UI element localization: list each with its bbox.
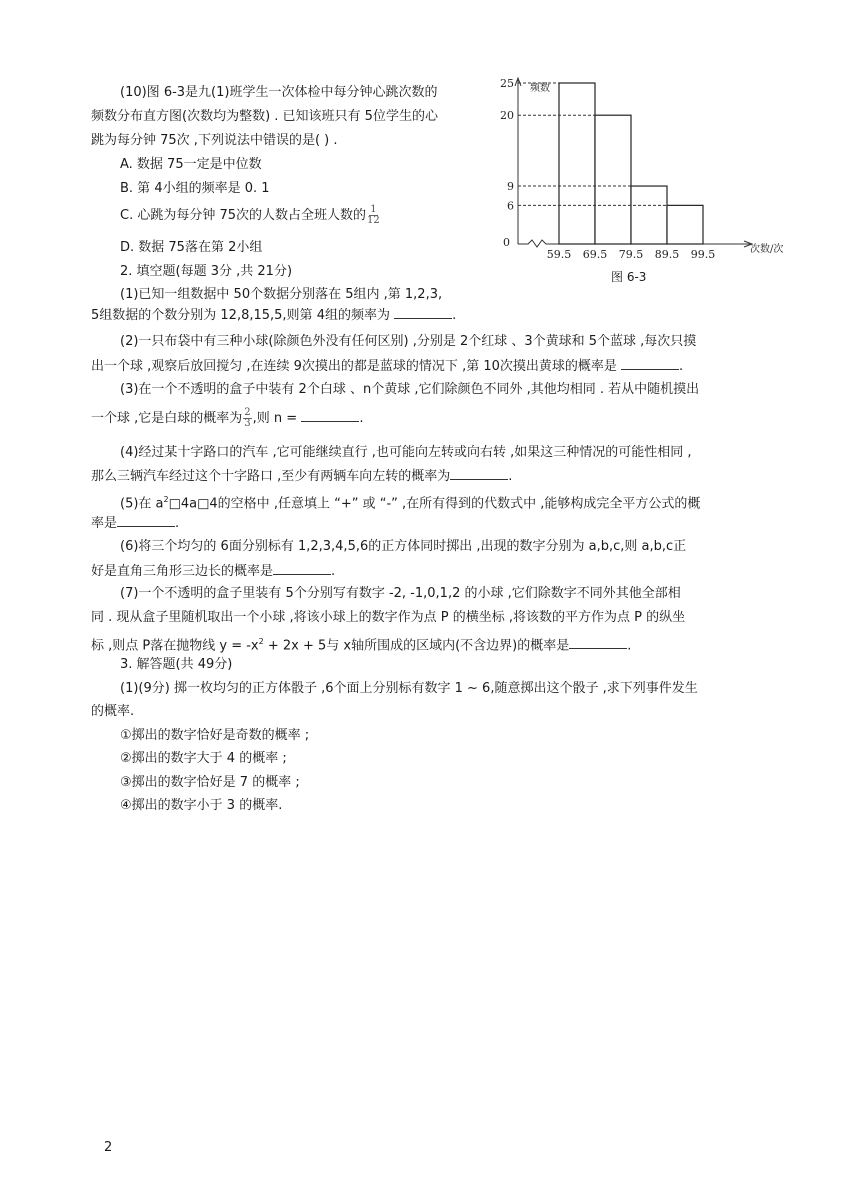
fill-q4-text: 那么三辆汽车经过这个十字路口 ,至少有两辆车向左转的概率为 bbox=[91, 469, 451, 484]
q10-option-c-text: C. 心跳为每分钟 75次的人数占全班人数的 bbox=[120, 208, 367, 223]
fill-q1-line-2 bbox=[91, 306, 456, 325]
fill-q1-line-1: (1)已知一组数据中 50个数据分别落在 5组内 ,第 1,2,3, bbox=[120, 287, 443, 302]
period: . bbox=[359, 411, 364, 426]
period: . bbox=[331, 564, 336, 579]
fill-q4-line-2 bbox=[91, 467, 512, 486]
fraction-numerator: 2 bbox=[244, 407, 251, 418]
x-tick-label: 69.5 bbox=[582, 248, 608, 261]
solve-q1-item-4: ④掷出的数字小于 3 的概率. bbox=[120, 798, 283, 813]
fill-q5-text-a: (5)在 a bbox=[120, 496, 164, 512]
answer-blank bbox=[301, 409, 359, 422]
fill-q5-text-b: □4a□4的空格中 ,任意填上 “+” 或 “-” ,在所有得到的代数式中 ,能够构成完全平方公式的概 bbox=[168, 496, 701, 512]
solve-q1-item-2: ②掷出的数字大于 4 的概率 ; bbox=[120, 751, 287, 766]
x-axis-label: 次数/次 bbox=[750, 244, 784, 255]
y-tick-label: 0 bbox=[503, 236, 510, 249]
histogram-bar bbox=[667, 205, 703, 244]
fraction-numerator: 1 bbox=[370, 204, 377, 215]
fill-q6-line-1: (6)将三个均匀的 6面分别标有 1,2,3,4,5,6的正方体同时掷出 ,出现的数字分别为 a,b,c,则 a,b,c正 bbox=[120, 539, 687, 554]
section-2-title: 2. 填空题(每题 3分 ,共 21分) bbox=[120, 264, 293, 279]
fill-q1-text: 5组数据的个数分别为 12,8,15,5,则第 4组的频率为 bbox=[91, 308, 390, 323]
section-3-title: 3. 解答题(共 49分) bbox=[120, 657, 233, 672]
fill-q3-text-2: ,则 n = bbox=[252, 411, 298, 426]
x-tick-label: 59.5 bbox=[546, 248, 572, 261]
fill-q3-line-1: (3)在一个不透明的盒子中装有 2个白球 、n个黄球 ,它们除颜色不同外 ,其他均相同 . 若从中随机摸出 bbox=[120, 382, 700, 397]
histogram-bar bbox=[595, 115, 631, 244]
period: . bbox=[508, 469, 513, 484]
fill-q2-line-1: (2)一只布袋中有三种小球(除颜色外没有任何区别) ,分别是 2个红球 、3个黄球和 5个蓝球 ,每次只摸 bbox=[120, 334, 697, 349]
histogram-bar bbox=[559, 83, 595, 244]
fill-q6-text: 好是直角三角形三边长的概率是 bbox=[91, 564, 274, 579]
q10-option-b: B. 第 4小组的频率是 0. 1 bbox=[120, 181, 270, 196]
x-tick-label: 79.5 bbox=[618, 248, 644, 261]
solve-q1-item-3: ③掷出的数字恰好是 7 的概率 ; bbox=[120, 775, 300, 790]
chart-caption: 图 6-3 bbox=[611, 270, 647, 284]
y-tick-label: 9 bbox=[507, 180, 514, 194]
histogram-chart bbox=[492, 72, 784, 268]
fill-q7-text-b: + 2x + 5与 x轴所围成的区域内(不含边界)的概率是 bbox=[263, 638, 570, 654]
superscript: 2 bbox=[163, 495, 169, 504]
solve-q1-item-1: ①掷出的数字恰好是奇数的概率 ; bbox=[120, 728, 310, 743]
fill-q3-fraction bbox=[243, 408, 251, 429]
y-tick-label: 6 bbox=[507, 199, 514, 213]
fill-q6-line-2 bbox=[91, 562, 335, 581]
fill-q5-line-2 bbox=[91, 514, 179, 533]
x-tick-label: 99.5 bbox=[690, 248, 716, 261]
fill-q2-line-2 bbox=[91, 357, 683, 376]
fill-q7-line-1: (7)一个不透明的盒子里装有 5个分别写有数字 -2, -1,0,1,2 的小球 ,它们除数字不同外其他全部相 bbox=[120, 586, 681, 601]
q10-line-3: 跳为每分钟 75次 ,下列说法中错误的是( ) . bbox=[91, 133, 338, 148]
period: . bbox=[627, 638, 632, 654]
fill-q2-text: 出一个球 ,观察后放回搅匀 ,在连续 9次摸出的都是蓝球的情况下 ,第 10次摸出黄球的概率是 bbox=[91, 359, 617, 374]
x-tick-label: 89.5 bbox=[654, 248, 680, 261]
fraction-denominator: 12 bbox=[367, 215, 380, 226]
fill-q7-line-2: 同 . 现从盒子里随机取出一个小球 ,将该小球上的数字作为点 P 的横坐标 ,将该数的平方作为点 P 的纵坐 bbox=[91, 610, 686, 625]
period: . bbox=[175, 516, 180, 531]
fill-q7-text-a: 标 ,则点 P落在抛物线 y = -x bbox=[91, 638, 259, 654]
superscript: 2 bbox=[258, 637, 264, 646]
y-tick-label: 20 bbox=[500, 109, 514, 123]
fill-q7-line-3 bbox=[91, 633, 631, 655]
y-tick-label: 25 bbox=[500, 77, 514, 90]
fill-q5-line-1 bbox=[120, 491, 700, 513]
q10-option-d: D. 数据 75落在第 2小组 bbox=[120, 240, 263, 255]
q10-option-c bbox=[120, 205, 381, 226]
answer-blank bbox=[569, 636, 627, 649]
period: . bbox=[679, 359, 684, 374]
y-axis-label: 频数 bbox=[530, 83, 550, 94]
q10-line-1: (10)图 6-3是九(1)班学生一次体检中每分钟心跳次数的 bbox=[120, 85, 438, 100]
q10-option-a: A. 数据 75一定是中位数 bbox=[120, 157, 262, 172]
q10-option-c-fraction bbox=[367, 205, 380, 226]
fraction-denominator: 3 bbox=[244, 418, 251, 429]
page-number: 2 bbox=[104, 1140, 113, 1155]
answer-blank bbox=[450, 467, 508, 480]
fill-q5-text: 率是 bbox=[91, 516, 118, 531]
period: . bbox=[452, 308, 457, 323]
answer-blank bbox=[394, 306, 452, 319]
histogram-bar bbox=[631, 186, 667, 244]
solve-q1-line-1: (1)(9分) 掷一枚均匀的正方体骰子 ,6个面上分别标有数字 1 ~ 6,随意掷出这个骰子 ,求下列事件发生 bbox=[120, 681, 698, 696]
answer-blank bbox=[273, 562, 331, 575]
fill-q3-text: 一个球 ,它是白球的概率为 bbox=[91, 411, 243, 426]
solve-q1-line-2: 的概率. bbox=[91, 704, 135, 719]
answer-blank bbox=[621, 357, 679, 370]
fill-q3-line-2 bbox=[91, 408, 363, 429]
answer-blank bbox=[117, 514, 175, 527]
q10-line-2: 频数分布直方图(次数均为整数) . 已知该班只有 5位学生的心 bbox=[91, 109, 438, 124]
fill-q4-line-1: (4)经过某十字路口的汽车 ,它可能继续直行 ,也可能向左转或向右转 ,如果这三种情况的可能性相同 , bbox=[120, 445, 692, 460]
